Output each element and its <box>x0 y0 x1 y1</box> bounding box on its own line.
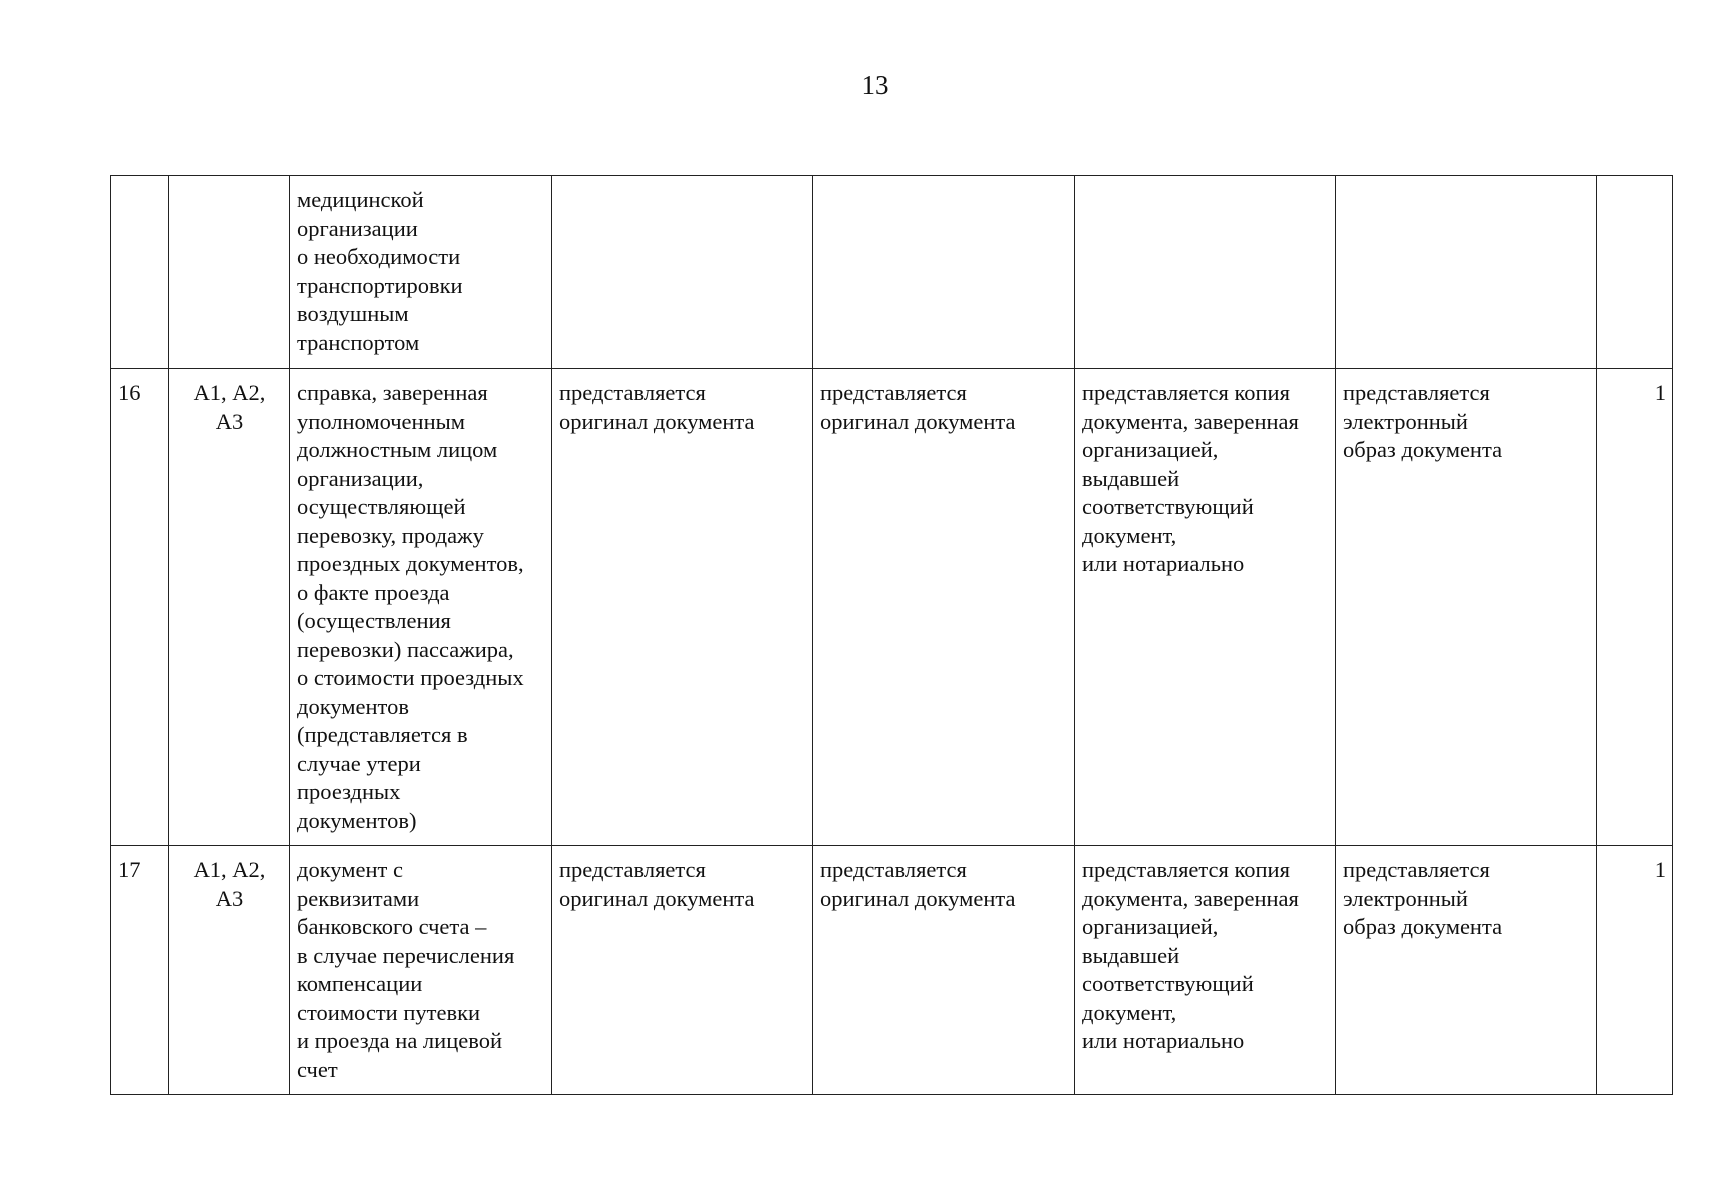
cell-text-line: электронный <box>1343 408 1468 434</box>
cell-text-line: представляется копия <box>1082 380 1290 405</box>
cell-text-line: электронный <box>1343 885 1468 911</box>
cell-text-line: представляется <box>559 857 706 882</box>
cell-text-line: должностным лицом <box>297 437 498 462</box>
presentation-electronic-cell <box>1336 369 1597 846</box>
applicant-codes-cell <box>169 369 290 846</box>
cell-text-line: документ с <box>297 857 403 882</box>
cell-text-line: перевозку, продажу <box>297 522 484 548</box>
document-name-cell <box>290 369 552 846</box>
page-number: 13 <box>861 70 889 100</box>
presentation-by-mail-cell <box>1075 369 1336 846</box>
cell-text-line: оригинал документа <box>820 885 1016 911</box>
cell-text-line: организацией, <box>1082 437 1219 462</box>
cell-text-line: о стоимости проездных <box>297 665 524 690</box>
cell-text-line: и проезда на лицевой <box>297 1028 502 1053</box>
cell-text-line: организацией, <box>1082 914 1219 939</box>
cell-text-line: организации <box>297 215 418 241</box>
cell-text-line: представляется <box>1343 380 1490 405</box>
presentation-electronic-cell <box>1336 176 1597 369</box>
applicant-codes-cell <box>169 846 290 1095</box>
cell-text-line: документов <box>297 693 409 719</box>
cell-text-line: выдавшей <box>1082 465 1180 491</box>
cell-text-line: А3 <box>215 885 244 911</box>
quantity-cell <box>1597 176 1673 369</box>
table-row <box>111 846 1673 1095</box>
table-row <box>111 176 1673 369</box>
cell-text-line: документа, заверенная <box>1082 408 1299 434</box>
quantity-cell: 1 <box>1597 846 1673 1095</box>
cell-text-line: документов) <box>297 807 417 833</box>
cell-text-line: соответствующий <box>1082 494 1254 519</box>
cell-text-line: А3 <box>215 408 244 434</box>
cell-text-line: воздушным <box>297 301 409 326</box>
cell-text-line: образ документа <box>1343 914 1503 939</box>
cell-text-line: перевозки) пассажира, <box>297 636 514 662</box>
cell-text-line: реквизитами <box>297 885 420 911</box>
presentation-electronic-cell <box>1336 846 1597 1095</box>
cell-text-line: документ, <box>1082 522 1177 548</box>
presentation-in-person-cell <box>552 369 813 846</box>
cell-text-line: транспортом <box>297 329 420 355</box>
cell-text-line: банковского счета – <box>297 914 487 939</box>
cell-text-line: в случае перечисления <box>297 942 515 968</box>
cell-text-line: А1, А2, <box>193 857 266 882</box>
table-row <box>111 369 1673 846</box>
cell-text-line: о необходимости <box>297 244 461 269</box>
cell-text-line: представляется <box>820 380 967 405</box>
cell-text-line: соответствующий <box>1082 971 1254 996</box>
documents-table <box>110 175 1673 1095</box>
cell-text-line: документа, заверенная <box>1082 885 1299 911</box>
cell-text-line: проездных документов, <box>297 551 524 576</box>
cell-text-line: или нотариально <box>1082 1028 1245 1053</box>
cell-text-line: справка, заверенная <box>297 380 488 405</box>
cell-text-line: документ, <box>1082 999 1177 1025</box>
cell-text-line: случае утери <box>297 750 421 776</box>
presentation-in-person-cell <box>552 846 813 1095</box>
cell-text-line: образ документа <box>1343 437 1503 462</box>
quantity-cell: 1 <box>1597 369 1673 846</box>
cell-text-line: представляется <box>820 857 967 882</box>
cell-text-line: о факте проезда <box>297 579 450 605</box>
cell-text-line: выдавшей <box>1082 942 1180 968</box>
cell-text-line: транспортировки <box>297 272 463 298</box>
row-number-cell <box>111 176 169 369</box>
row-number-cell: 17 <box>111 846 169 1095</box>
cell-text-line: оригинал документа <box>559 885 755 911</box>
cell-text-line: представляется <box>559 380 706 405</box>
cell-text-line: стоимости путевки <box>297 999 481 1025</box>
cell-text-line: А1, А2, <box>193 380 266 405</box>
presentation-mfc-cell <box>813 176 1075 369</box>
presentation-mfc-cell <box>813 846 1075 1095</box>
document-name-cell <box>290 846 552 1095</box>
cell-text-line: проездных <box>297 779 401 804</box>
cell-text-line: организации, <box>297 465 424 491</box>
cell-text-line: представляется <box>1343 857 1490 882</box>
presentation-mfc-cell <box>813 369 1075 846</box>
cell-text-line: счет <box>297 1056 338 1082</box>
presentation-in-person-cell <box>552 176 813 369</box>
applicant-codes-cell <box>169 176 290 369</box>
cell-text-line: представляется копия <box>1082 857 1290 882</box>
cell-text-line: уполномоченным <box>297 408 465 434</box>
cell-text-line: медицинской <box>297 187 424 212</box>
cell-text-line: оригинал документа <box>820 408 1016 434</box>
cell-text-line: компенсации <box>297 971 423 996</box>
cell-text-line: оригинал документа <box>559 408 755 434</box>
cell-text-line: осуществляющей <box>297 494 466 519</box>
document-name-cell <box>290 176 552 369</box>
row-number-cell: 16 <box>111 369 169 846</box>
presentation-by-mail-cell <box>1075 846 1336 1095</box>
cell-text-line: (представляется в <box>297 722 468 747</box>
presentation-by-mail-cell <box>1075 176 1336 369</box>
cell-text-line: или нотариально <box>1082 551 1245 576</box>
cell-text-line: (осуществления <box>297 608 451 633</box>
